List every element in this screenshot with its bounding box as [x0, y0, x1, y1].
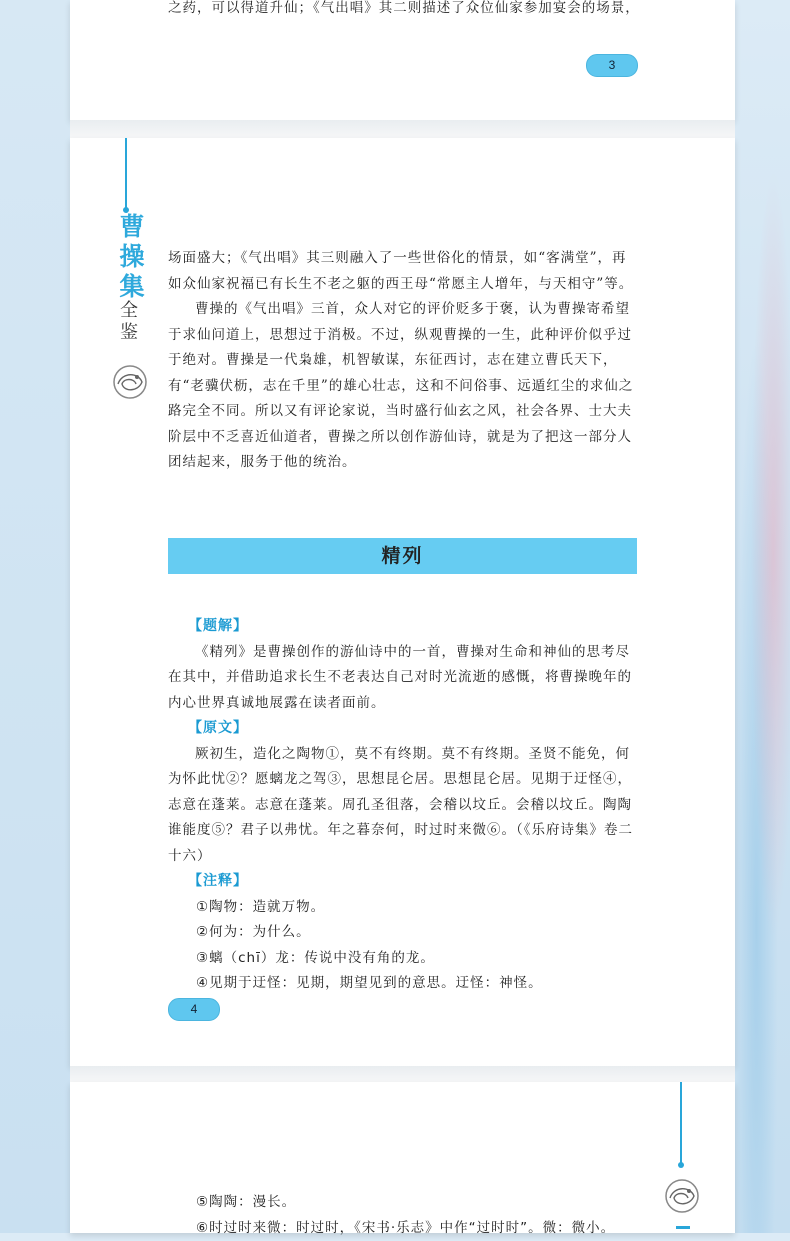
book-title-char: 曹 — [117, 212, 147, 242]
book-subtitle-char: 鉴 — [115, 322, 143, 344]
sidebar-rule — [125, 138, 127, 210]
paragraph: 场面盛大；《气出唱》其三则融入了一些世俗化的情景，如“客满堂”，再如众仙家祝福已有长生不老之躯的西王母“常愿主人增年，与天相守”等。 — [168, 246, 638, 297]
book-title-char: 操 — [117, 242, 147, 272]
right-floral-decoration — [734, 0, 790, 1233]
note-item: ⑤陶陶：漫长。 — [196, 1190, 636, 1216]
page-3-last-line: 之药，可以得道升仙；《气出唱》其二则描述了众位仙家参加宴会的场景， — [168, 0, 638, 22]
yuanwen-text: 厥初生，造化之陶物①，莫不有终期。莫不有终期。圣贤不能免，何为怀此忧②？愿螭龙之驾③，思想昆仑居。思想昆仑居。见期于迂怪④，志意在蓬莱。志意在蓬莱。周孔圣徂落，会稽以坟丘。会稽以坟丘。陶陶谁能度⑤？君子以弗忧。年之暮奈何，时过时来微⑥。（《乐府诗集》卷二十六） — [168, 742, 638, 870]
note-item: ③螭（chī）龙：传说中没有角的龙。 — [196, 946, 638, 972]
page-gap — [70, 120, 735, 138]
poem-section — [168, 614, 638, 997]
book-title-char: 集 — [117, 272, 147, 302]
tijie-heading: 【题解】 — [188, 614, 638, 640]
page-number-badge: 4 — [168, 998, 220, 1021]
book-title-vertical — [117, 212, 147, 302]
sidebar-rule-dot — [678, 1162, 684, 1168]
zhushi-heading: 【注释】 — [188, 869, 638, 895]
page-gap — [70, 1066, 735, 1082]
yuanwen-heading: 【原文】 — [188, 716, 638, 742]
page-number-badge: 3 — [586, 54, 638, 77]
dragon-ornament-icon — [662, 1176, 702, 1216]
sidebar-mark — [676, 1226, 690, 1229]
note-item: ⑥时过时来微：时过时，《宋书·乐志》中作“过时时”。微：微小。 — [196, 1216, 636, 1241]
note-item: ④见期于迂怪：见期，期望见到的意思。迂怪：神怪。 — [196, 971, 638, 997]
left-background-strip — [0, 0, 70, 1233]
note-item: ②何为：为什么。 — [196, 920, 638, 946]
tijie-text: 《精列》是曹操创作的游仙诗中的一首，曹操对生命和神仙的思考尽在其中，并借助追求长生不老表达自己对时光流逝的感慨，将曹操晚年的内心世界真诚地展露在读者面前。 — [168, 640, 638, 717]
sidebar-rule — [680, 1082, 682, 1164]
note-item: ①陶物：造就万物。 — [196, 895, 638, 921]
paragraph: 曹操的《气出唱》三首，众人对它的评价贬多于褒，认为曹操寄希望于求仙问道上，思想过于消极。不过，纵观曹操的一生，此种评价似乎过于绝对。曹操是一代枭雄，机智敏谋，东征西讨，志在建立曹氏天下，有“老骥伏枥，志在千里”的雄心壮志，这和不问俗事、远遁红尘的求仙之路完全不同。所以又有评论家说，当时盛行仙玄之风，社会各界、士大夫阶层中不乏喜近仙道者，曹操之所以创作游仙诗，就是为了把这一部分人团结起来，服务于他的统治。 — [168, 297, 638, 476]
section-title-bar: 精列 — [168, 538, 637, 574]
book-subtitle-vertical — [115, 300, 143, 344]
dragon-ornament-icon — [110, 362, 150, 402]
page-5-notes — [196, 1190, 636, 1241]
intro-text — [168, 246, 638, 476]
book-subtitle-char: 全 — [115, 300, 143, 322]
page-3 — [70, 0, 735, 120]
